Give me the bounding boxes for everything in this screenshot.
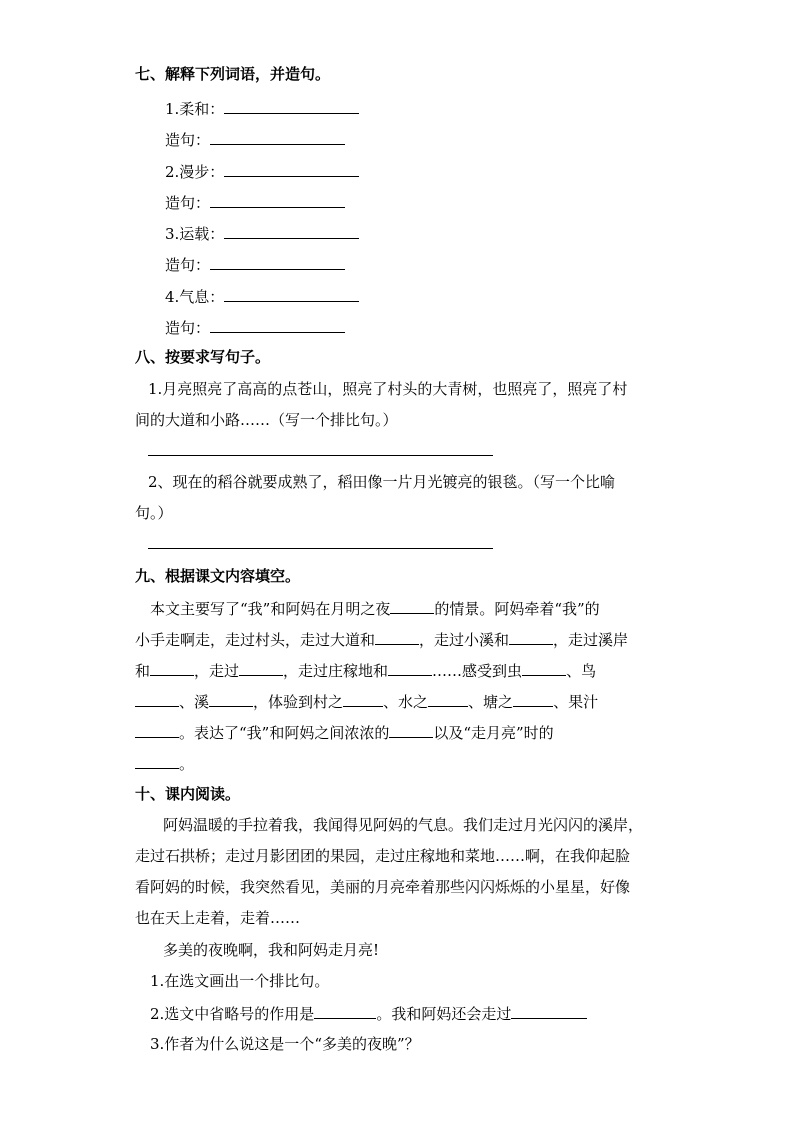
word-1-row (165, 98, 359, 119)
s9-blank[interactable] (343, 691, 383, 707)
section-10-title: 十、课内阅读。 (135, 785, 241, 803)
s9-line-5 (135, 722, 554, 743)
s8-q1-line1: 1.月亮照亮了高高的点苍山，照亮了村头的大青树，也照亮了，照亮了村 (148, 380, 628, 398)
s8-q1-line2: 间的大道和小路……（写一个排比句。） (135, 411, 398, 429)
s9-blank[interactable] (135, 753, 179, 769)
reading-question-1: 1.在选文画出一个排比句。 (150, 972, 330, 990)
s9-blank[interactable] (135, 722, 179, 738)
word-3-blank[interactable] (224, 223, 359, 239)
s9-line-3 (135, 660, 596, 681)
reading-question-2 (150, 1003, 587, 1024)
s9-blank[interactable] (388, 660, 432, 676)
s8-q2-line2: 句。） (135, 504, 173, 522)
word-3-row (165, 223, 359, 244)
s9-text: 和 (135, 662, 151, 680)
s8-q1-answer-line[interactable] (148, 455, 493, 456)
word-2-label: 2.漫步： (165, 163, 225, 181)
s9-text: ，走过溪岸 (553, 631, 629, 649)
sentence-4-row (165, 317, 345, 338)
s9-blank[interactable] (239, 660, 283, 676)
word-2-blank[interactable] (224, 161, 359, 177)
reading-q2-text: 2.选文中省略号的作用是 (150, 1005, 315, 1023)
sentence-2-row (165, 192, 345, 213)
reading-q2-blank-2[interactable] (511, 1003, 587, 1019)
word-4-label: 4.气息： (165, 288, 225, 306)
s9-blank[interactable] (389, 722, 433, 738)
sentence-4-blank[interactable] (210, 317, 345, 333)
word-3-label: 3.运载： (165, 225, 225, 243)
reading-q2-blank-1[interactable] (314, 1003, 376, 1019)
word-4-row (165, 286, 359, 307)
s9-text: ，走过小溪和 (419, 631, 510, 649)
s9-line-2 (135, 629, 628, 650)
s9-text: 、果汁 (553, 693, 599, 711)
sentence-2-blank[interactable] (210, 192, 345, 208)
s9-text: 、溪 (179, 693, 210, 711)
s8-q2-answer-line[interactable] (148, 548, 493, 549)
s9-text: ，走过庄稼地和 (283, 662, 389, 680)
word-1-label: 1.柔和： (165, 100, 225, 118)
s8-q2-line1: 2、现在的稻谷就要成熟了，稻田像一片月光镀亮的银毯。（写一个比喻 (148, 473, 616, 491)
s9-blank[interactable] (522, 660, 566, 676)
s9-text: 小手走啊走，走过村头，走过大道和 (135, 631, 376, 649)
s9-blank[interactable] (209, 691, 253, 707)
section-7-title: 七、解释下列词语，并造句。 (135, 65, 331, 83)
reading-para-line-4: 也在天上走着，走着…… (135, 909, 301, 927)
s9-blank[interactable] (390, 598, 434, 614)
s9-text: 以及“走月亮”时的 (433, 724, 554, 742)
s9-line-1 (150, 598, 600, 619)
sentence-3-label: 造句： (165, 256, 211, 274)
sentence-4-label: 造句： (165, 319, 211, 337)
s9-text: 、塘之 (468, 693, 514, 711)
s9-text: ，体验到村之 (253, 693, 344, 711)
s9-text: 。表达了“我”和阿妈之间浓浓的 (179, 724, 390, 742)
reading-q2-text: 。我和阿妈还会走过 (376, 1005, 512, 1023)
word-1-blank[interactable] (224, 98, 359, 114)
s9-text: 的情景。阿妈牵着“我”的 (434, 600, 600, 618)
s9-text: ……感受到虫 (432, 662, 523, 680)
reading-para-line-1: 阿妈温暖的手拉着我，我闻得见阿妈的气息。我们走过月光闪闪的溪岸， (163, 816, 644, 834)
reading-question-3: 3.作者为什么说这是一个“多美的夜晚”？ (150, 1035, 420, 1053)
s9-text: 、水之 (383, 693, 429, 711)
sentence-1-blank[interactable] (210, 129, 345, 145)
s9-blank[interactable] (135, 691, 179, 707)
word-2-row (165, 161, 359, 182)
s9-blank[interactable] (375, 629, 419, 645)
sentence-2-label: 造句： (165, 194, 211, 212)
reading-para-line-3: 看阿妈的时候，我突然看见，美丽的月亮牵着那些闪闪烁烁的小星星，好像 (135, 878, 631, 896)
s9-text: 本文主要写了“我”和阿妈在月明之夜 (150, 600, 391, 618)
s9-line-4 (135, 691, 598, 712)
sentence-3-blank[interactable] (210, 254, 345, 270)
section-8-title: 八、按要求写句子。 (135, 348, 271, 366)
s9-blank[interactable] (513, 691, 553, 707)
reading-para-line-2: 走过石拱桥；走过月影团团的果园，走过庄稼地和菜地……啊，在我仰起脸 (135, 847, 631, 865)
sentence-1-row (165, 129, 345, 150)
s9-blank[interactable] (509, 629, 553, 645)
section-9-title: 九、根据课文内容填空。 (135, 567, 301, 585)
s9-blank[interactable] (150, 660, 194, 676)
s9-text: ，走过 (194, 662, 240, 680)
sentence-3-row (165, 254, 345, 275)
s9-text: 、鸟 (566, 662, 597, 680)
reading-para-line-5: 多美的夜晚啊，我和阿妈走月亮! (163, 941, 380, 959)
word-4-blank[interactable] (224, 286, 359, 302)
sentence-1-label: 造句： (165, 131, 211, 149)
s9-blank[interactable] (428, 691, 468, 707)
s9-line-6 (135, 753, 194, 774)
s9-text: 。 (179, 755, 195, 773)
